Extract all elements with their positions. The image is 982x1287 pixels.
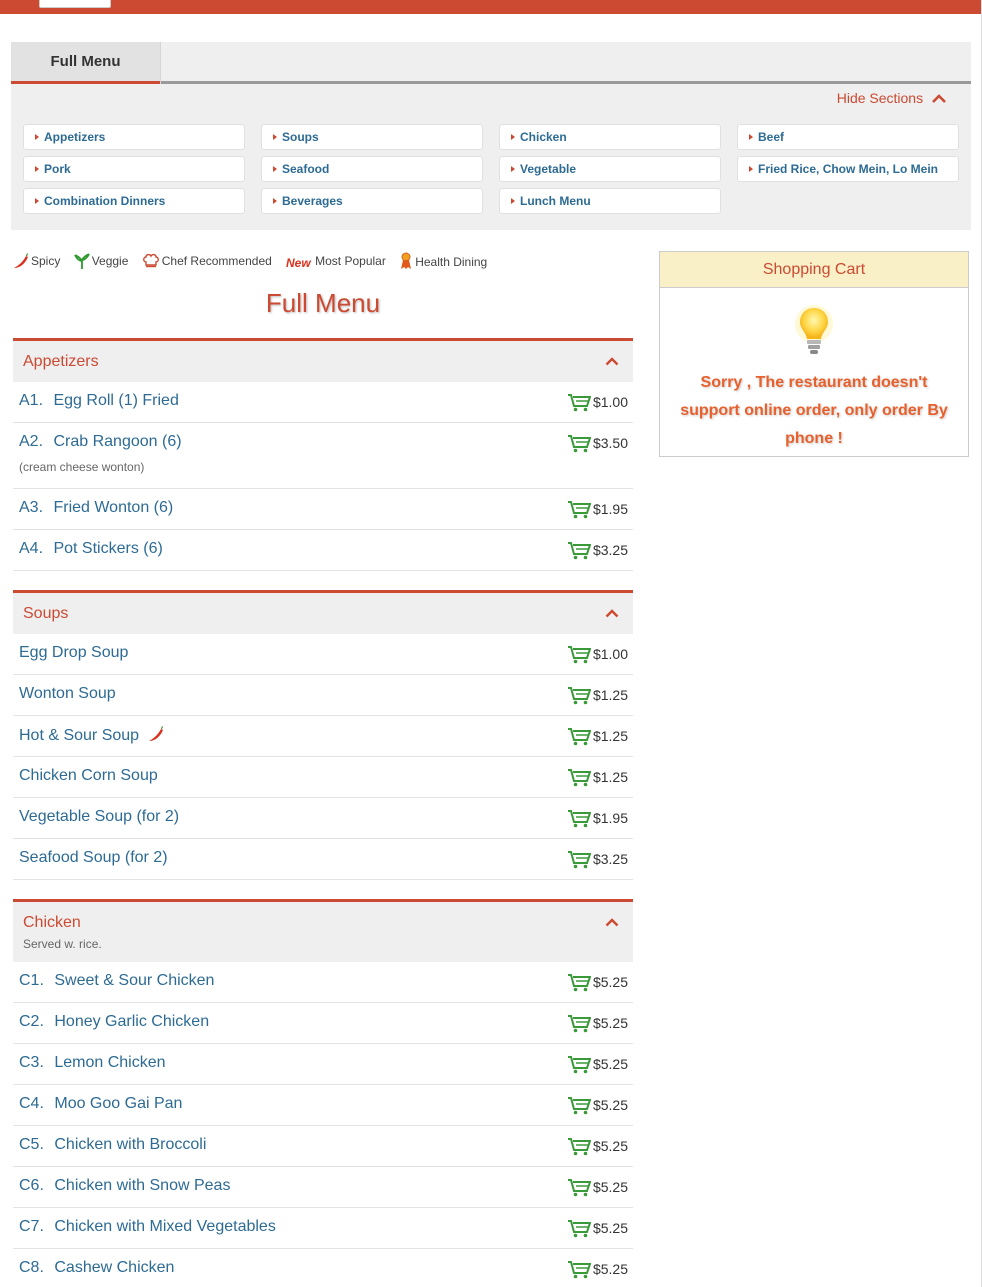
cart-icon[interactable] [567, 434, 591, 453]
menu-item-name: Vegetable Soup (for 2) [19, 808, 180, 825]
caret-right-icon [749, 134, 753, 140]
menu-item-title[interactable] [19, 685, 627, 703]
section-link-combination-dinners[interactable] [23, 188, 245, 214]
section-gap [13, 571, 633, 590]
caret-right-icon [511, 198, 515, 204]
cart-icon[interactable] [567, 541, 591, 560]
menu-item-name: Crab Rangoon (6) [53, 433, 182, 450]
section-link-fried-rice-chow-mein-lo-mein[interactable] [737, 156, 959, 182]
menu-item-name: Pot Stickers (6) [53, 540, 163, 557]
cart-icon[interactable] [567, 1014, 591, 1033]
cart-icon[interactable] [567, 1260, 591, 1279]
menu-item-row [13, 1249, 633, 1287]
chevron-up-icon[interactable] [605, 918, 619, 927]
menu-item-note: (cream cheese wonton) [19, 460, 145, 474]
menu-section-header[interactable] [13, 899, 633, 962]
menu-item-price: $5.25 [592, 1220, 628, 1236]
menu-item-row [13, 1044, 633, 1085]
legend-chef [142, 253, 272, 269]
cart-icon[interactable] [567, 850, 591, 869]
menu-item-title[interactable] [19, 1136, 627, 1154]
legend-chef-label: Chef Recommended [161, 254, 272, 268]
shopping-cart-title: Shopping Cart [660, 252, 968, 288]
cart-icon[interactable] [567, 1055, 591, 1074]
menu-item-price: $5.25 [592, 974, 628, 990]
tab-divider [160, 42, 161, 84]
menu-item-row [13, 675, 633, 716]
menu-item-name: Chicken Corn Soup [19, 767, 158, 784]
section-link-chicken[interactable] [499, 124, 721, 150]
menu-item-code: C4. [19, 1095, 44, 1112]
cart-icon[interactable] [567, 1178, 591, 1197]
cart-icon[interactable] [567, 500, 591, 519]
legend-health [399, 252, 487, 270]
menu-item-row [13, 798, 633, 839]
menu-item-name: Sweet & Sour Chicken [54, 972, 215, 989]
hide-sections-label: Hide Sections [836, 90, 924, 106]
menu-item-name: Chicken with Broccoli [54, 1136, 207, 1153]
menu-item-name: Chicken with Snow Peas [54, 1177, 231, 1194]
menu-item-title[interactable] [19, 499, 627, 517]
leaf-sprout-icon [74, 253, 90, 269]
legend-spicy-label: Spicy [31, 254, 61, 268]
menu-item-row [13, 634, 633, 675]
lightbulb-icon [792, 304, 836, 358]
section-link-pork[interactable] [23, 156, 245, 182]
menu-section-title: Chicken [23, 914, 81, 931]
caret-right-icon [35, 198, 39, 204]
legend-veggie [74, 253, 129, 269]
menu-item-price: $5.25 [592, 1261, 628, 1277]
section-link-label: Appetizers [44, 130, 106, 144]
section-link-label: Vegetable [520, 162, 577, 176]
menu-item-code: C8. [19, 1259, 44, 1276]
section-link-appetizers[interactable] [23, 124, 245, 150]
menu-item-price: $5.25 [592, 1056, 628, 1072]
menu-item-code: C1. [19, 972, 44, 989]
menu-item-price: $1.25 [592, 728, 628, 744]
section-gap [13, 880, 633, 899]
tab-row [11, 42, 971, 84]
menu-item-row [13, 423, 633, 489]
menu-item-code: C7. [19, 1218, 44, 1235]
menu-item-price: $1.25 [592, 769, 628, 785]
menu-item-code: C6. [19, 1177, 44, 1194]
menu-item-row [13, 839, 633, 880]
menu-item-name: Chicken with Mixed Vegetables [54, 1218, 276, 1235]
cart-icon[interactable] [567, 1096, 591, 1115]
menu-item-name: Egg Drop Soup [19, 644, 129, 661]
menu-item-price: $5.25 [592, 1138, 628, 1154]
section-link-seafood[interactable] [261, 156, 483, 182]
menu-item-title[interactable] [19, 726, 627, 745]
menu-item-title[interactable] [19, 808, 627, 826]
cart-icon[interactable] [567, 393, 591, 412]
menu-item-code: C5. [19, 1136, 44, 1153]
menu-item-title[interactable] [19, 1177, 627, 1195]
top-bar [0, 0, 981, 14]
menu-item-price: $1.95 [592, 501, 628, 517]
menu-item-name: Honey Garlic Chicken [54, 1013, 210, 1030]
menu-item-name: Lemon Chicken [54, 1054, 166, 1071]
tab-full-menu[interactable]: Full Menu [11, 42, 160, 84]
caret-right-icon [511, 166, 515, 172]
menu-item-price: $5.25 [592, 1097, 628, 1113]
menu-item-row [13, 489, 633, 530]
section-link-label: Beef [758, 130, 785, 144]
menu-item-title[interactable] [19, 767, 627, 785]
menu-item-title[interactable] [19, 1054, 627, 1072]
menu-item-title[interactable] [19, 540, 627, 558]
menu-item-price: $1.25 [592, 687, 628, 703]
menu-item-name: Cashew Chicken [54, 1259, 175, 1276]
cart-icon[interactable] [567, 809, 591, 828]
menu-list [13, 338, 633, 1287]
menu-section-description: Served w. rice. [23, 937, 102, 951]
section-link-soups[interactable] [261, 124, 483, 150]
chevron-up-icon[interactable] [605, 357, 619, 366]
new-badge-icon [285, 255, 313, 269]
menu-item-price: $3.25 [592, 851, 628, 867]
header-search-box[interactable] [39, 0, 111, 8]
page-title: Full Menu [265, 288, 381, 318]
section-link-label: Combination Dinners [44, 194, 166, 208]
cart-icon[interactable] [567, 1137, 591, 1156]
shopping-cart-message: Sorry , The restaurant doesn't support online order, only order By phone ! [680, 374, 948, 447]
caret-right-icon [35, 166, 39, 172]
section-link-label: Pork [44, 162, 71, 176]
cart-icon[interactable] [567, 645, 591, 664]
menu-item-row [13, 1085, 633, 1126]
menu-item-row [13, 1003, 633, 1044]
section-link-label: Lunch Menu [520, 194, 591, 208]
section-link-label: Chicken [520, 130, 567, 144]
menu-item-row [13, 1208, 633, 1249]
chef-hat-icon [142, 253, 160, 269]
svg-text:New: New [286, 255, 311, 269]
caret-right-icon [35, 134, 39, 140]
menu-item-title[interactable] [19, 1095, 627, 1113]
menu-item-title[interactable] [19, 1259, 627, 1277]
cart-icon[interactable] [567, 768, 591, 787]
menu-section-title: Soups [23, 605, 69, 622]
menu-item-name: Fried Wonton (6) [53, 499, 174, 516]
menu-item-row [13, 757, 633, 798]
menu-item-title[interactable] [19, 1218, 627, 1236]
menu-item-name: Hot & Sour Soup [19, 727, 140, 744]
menu-item-code: A2. [19, 433, 44, 450]
caret-right-icon [749, 166, 753, 172]
menu-item-price: $1.00 [592, 646, 628, 662]
menu-item-name: Moo Goo Gai Pan [54, 1095, 183, 1112]
menu-item-code: C2. [19, 1013, 44, 1030]
caret-right-icon [511, 134, 515, 140]
section-link-label: Beverages [282, 194, 343, 208]
menu-item-code: C3. [19, 1054, 44, 1071]
chevron-up-icon[interactable] [605, 609, 619, 618]
section-link-label: Soups [282, 130, 319, 144]
menu-item-price: $1.00 [592, 394, 628, 410]
caret-right-icon [273, 134, 277, 140]
cart-icon[interactable] [567, 973, 591, 992]
legend [12, 252, 497, 270]
cart-icon[interactable] [567, 1219, 591, 1238]
legend-popular-label: Most Popular [315, 253, 386, 268]
menu-tabs-area [11, 42, 971, 230]
menu-item-code: A1. [19, 392, 44, 409]
shopping-cart-body [660, 288, 968, 453]
menu-section-header[interactable] [13, 590, 633, 634]
cart-icon[interactable] [567, 727, 591, 746]
menu-item-code: A4. [19, 540, 44, 557]
caret-right-icon [273, 198, 277, 204]
hide-sections-toggle[interactable] [837, 90, 947, 106]
menu-item-title[interactable] [19, 1013, 627, 1031]
menu-item-name: Wonton Soup [19, 685, 116, 702]
section-link-vegetable[interactable] [499, 156, 721, 182]
menu-item-price: $3.50 [592, 435, 628, 451]
menu-item-title[interactable] [19, 849, 627, 867]
shopping-cart-panel [659, 251, 969, 457]
cart-icon[interactable] [567, 686, 591, 705]
menu-item-name: Egg Roll (1) Fried [53, 392, 179, 409]
menu-item-code: A3. [19, 499, 44, 516]
section-link-label: Fried Rice, Chow Mein, Lo Mein [758, 162, 939, 176]
section-link-beef[interactable] [737, 124, 959, 150]
chevron-up-icon [931, 94, 947, 104]
menu-item-title[interactable] [19, 392, 627, 410]
section-link-lunch-menu[interactable] [499, 188, 721, 214]
menu-item-price: $3.25 [592, 542, 628, 558]
menu-item-title[interactable] [19, 433, 627, 451]
menu-item-title[interactable] [19, 644, 627, 662]
menu-item-row [13, 1167, 633, 1208]
menu-item-row [13, 530, 633, 571]
caret-right-icon [273, 166, 277, 172]
menu-item-row [13, 1126, 633, 1167]
menu-item-row [13, 962, 633, 1003]
section-link-label: Seafood [282, 162, 330, 176]
chili-pepper-icon [12, 253, 29, 269]
legend-veggie-label: Veggie [91, 254, 129, 268]
section-link-beverages[interactable] [261, 188, 483, 214]
menu-section-header[interactable] [13, 338, 633, 382]
health-ribbon-icon [399, 252, 413, 270]
menu-section-title: Appetizers [23, 353, 99, 370]
menu-item-title[interactable] [19, 972, 627, 990]
menu-item-price: $5.25 [592, 1015, 628, 1031]
legend-popular [285, 254, 386, 269]
menu-item-price: $1.95 [592, 810, 628, 826]
menu-item-row [13, 382, 633, 423]
menu-item-name: Seafood Soup (for 2) [19, 849, 168, 866]
menu-item-row [13, 716, 633, 757]
legend-spicy [12, 253, 60, 269]
legend-health-label: Health Dining [415, 255, 488, 269]
chili-pepper-icon [147, 726, 164, 742]
menu-item-price: $5.25 [592, 1179, 628, 1195]
